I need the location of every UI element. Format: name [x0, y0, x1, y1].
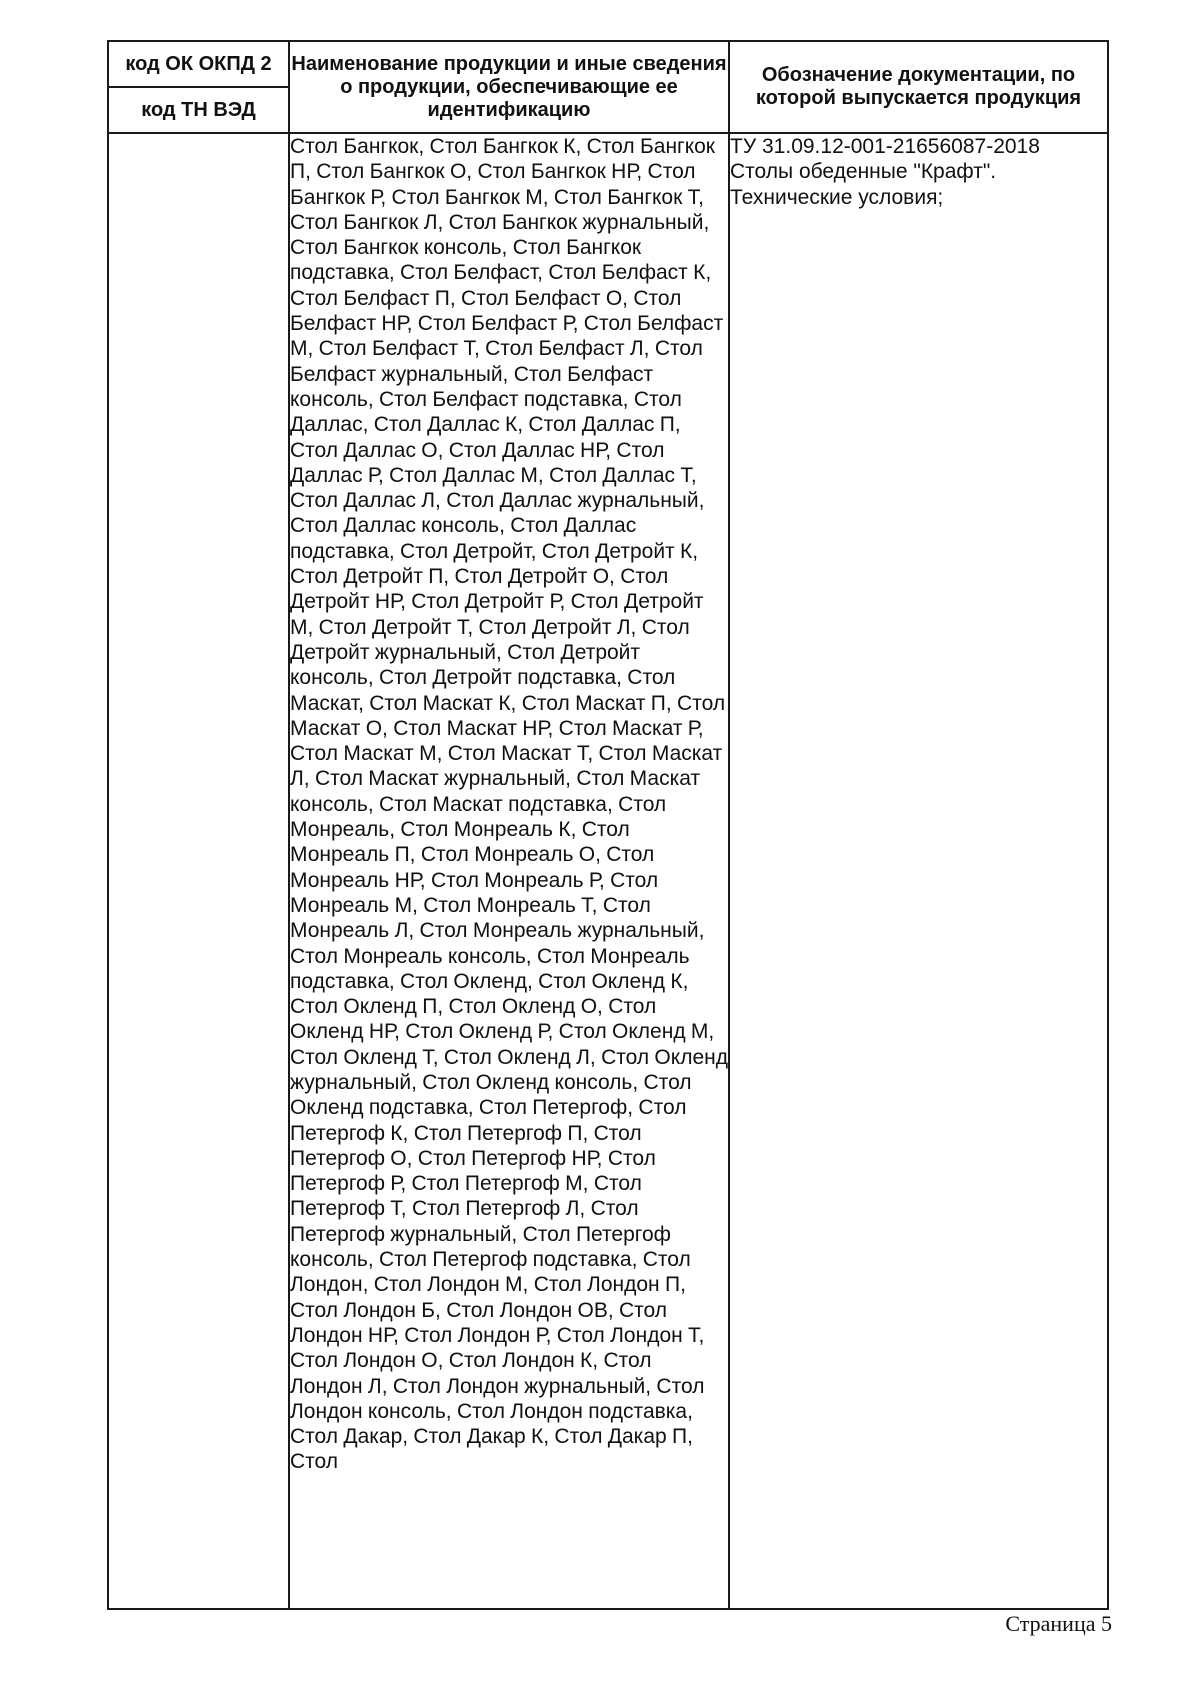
certificate-table — [107, 40, 1109, 1610]
doc-line-standard: ТУ 31.09.12-001-21656087-2018 — [730, 135, 1040, 158]
header-product-name: Наименование продукции и иные сведения о продукции, обеспечивающие ее идентификацию — [289, 41, 729, 133]
header-row — [108, 41, 1108, 87]
header-documentation: Обозначение документации, по которой выпускается продукция — [729, 41, 1108, 133]
product-list-cell: Стол Бангкок, Стол Бангкок К, Стол Бангкок П, Стол Бангкок О, Стол Бангкок НР, Стол Бангкок Р, Стол Бангкок М, Стол Бангкок Т, Стол Бангкок Л, Стол Бангкок журнальный, Стол Бангкок консоль, Стол Бангкок подставка, Стол Белфаст, Стол Белфаст К, Стол Белфаст П, Стол Белфаст О, Стол Белфаст НР, Стол Белфаст Р, Стол Белфаст М, Стол Белфаст Т, Стол Белфаст Л, Стол Белфаст журнальный, Стол Белфаст консоль, Стол Белфаст подставка, Стол Даллас, Стол Даллас К, Стол Даллас П, Стол Даллас О, Стол Даллас НР, Стол Даллас Р, Стол Даллас М, Стол Даллас Т, Стол Даллас Л, Стол Даллас журнальный, Стол Даллас консоль, Стол Даллас подставка, Стол Детройт, Стол Детройт К, Стол Детройт П, Стол Детройт О, Стол Детройт НР, Стол Детройт Р, Стол Детройт М, Стол Детройт Т, Стол Детройт Л, Стол Детройт журнальный, Стол Детройт консоль, Стол Детройт подставка, Стол Маскат, Стол Маскат К, Стол Маскат П, Стол Маскат О, Стол Маскат НР, Стол Маскат Р, Стол Маскат М, Стол Маскат Т, Стол Маскат Л, Стол Маскат журнальный, Стол Маскат консоль, Стол Маскат подставка, Стол Монреаль, Стол Монреаль К, Стол Монреаль П, Стол Монреаль О, Стол Монреаль НР, Стол Монреаль Р, Стол Монреаль М, Стол Монреаль Т, Стол Монреаль Л, Стол Монреаль журнальный, Стол Монреаль консоль, Стол Монреаль подставка, Стол Окленд, Стол Окленд К, Стол Окленд П, Стол Окленд О, Стол Окленд НР, Стол Окленд Р, Стол Окленд М, Стол Окленд Т, Стол Окленд Л, Стол Окленд журнальный, Стол Окленд консоль, Стол Окленд подставка, Стол Петергоф, Стол Петергоф К, Стол Петергоф П, Стол Петергоф О, Стол Петергоф НР, Стол Петергоф Р, Стол Петергоф М, Стол Петергоф Т, Стол Петергоф Л, Стол Петергоф журнальный, Стол Петергоф консоль, Стол Петергоф подставка, Стол Лондон, Стол Лондон М, Стол Лондон П, Стол Лондон Б, Стол Лондон ОВ, Стол Лондон НР, Стол Лондон Р, Стол Лондон Т, Стол Лондон О, Стол Лондон К, Стол Лондон Л, Стол Лондон журнальный, Стол Лондон консоль, Стол Лондон подставка, Стол Дакар, Стол Дакар К, Стол Дакар П, Стол — [289, 133, 729, 1609]
header-okpd-code: код ОК ОКПД 2 — [108, 41, 289, 87]
page-number: Страница 5 — [1005, 1611, 1112, 1636]
documentation-cell — [729, 133, 1108, 1609]
table-row — [108, 133, 1108, 1609]
doc-line-title: Столы обеденные "Крафт". — [730, 160, 997, 184]
code-cell — [108, 133, 289, 1609]
doc-line-type: Технические условия; — [730, 185, 944, 209]
header-tnved-code: код ТН ВЭД — [108, 87, 289, 133]
